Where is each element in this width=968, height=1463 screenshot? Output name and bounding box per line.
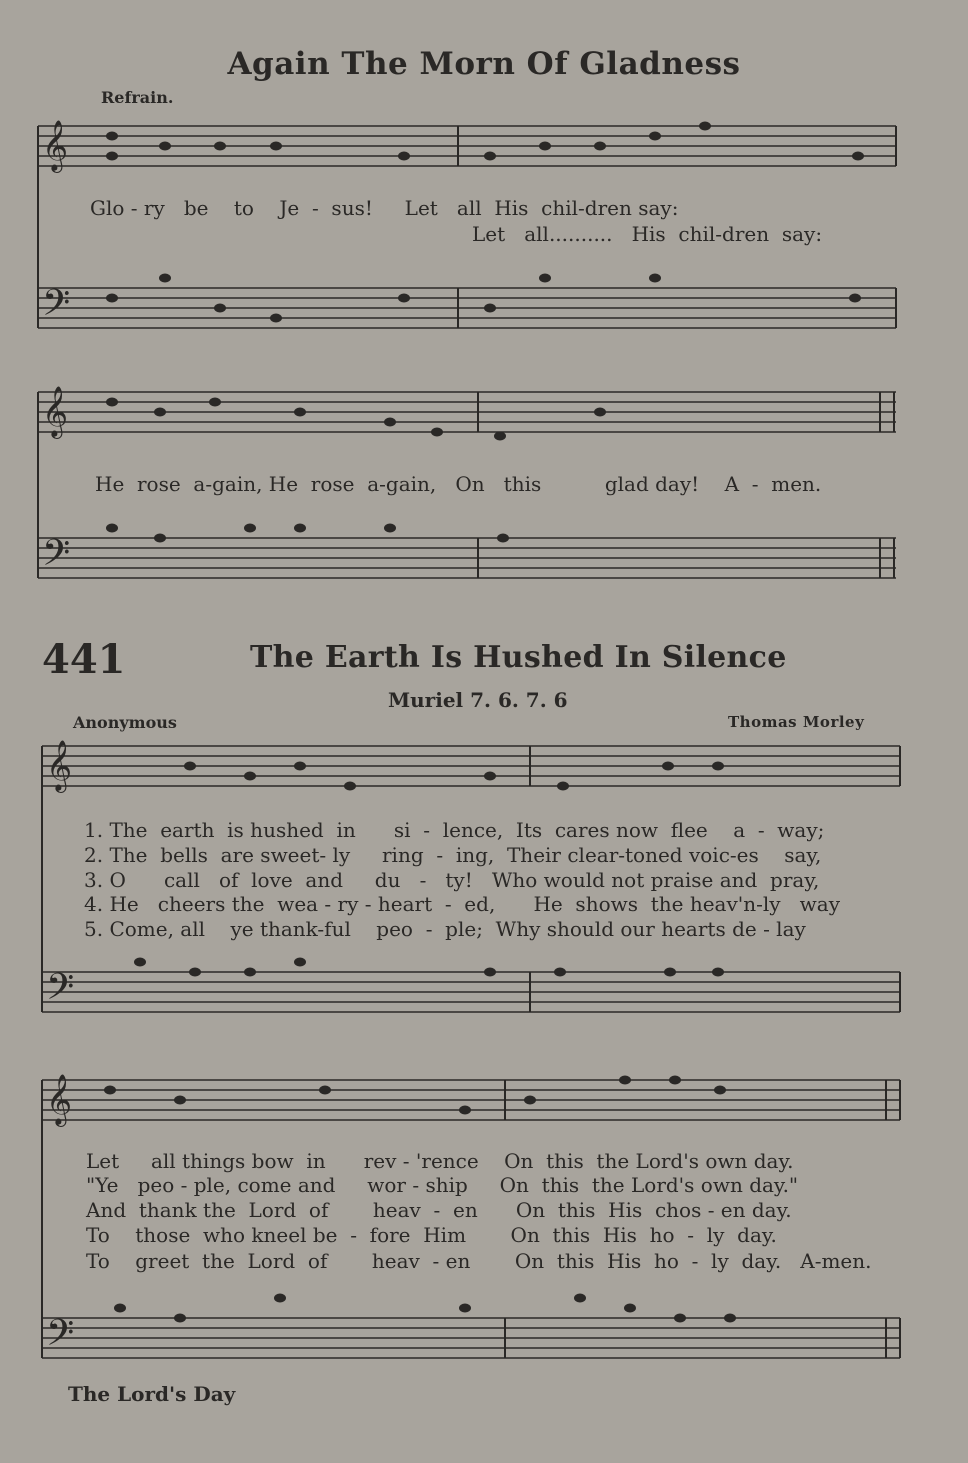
hymn1-lyric-line-2: Let all.......... His chil-dren say: [472,222,823,246]
treble-clef-icon: 𝄞 [42,386,69,437]
verse-2-line-a: 2. The bells are sweet- ly ring - ing, Their clear-toned voic-es say, [84,843,822,867]
hymn1-lyric-line-1: Glo - ry be to Je - sus! Let all His chil-dren say: [90,196,679,220]
staff-system-2-treble [38,392,896,432]
hymn1-lyric-line-3: He rose a-gain, He rose a-gain, On this glad day! A - men. [95,472,822,496]
verse-3-line-b: And thank the Lord of heav - en On this His chos - en day. [86,1198,792,1222]
treble-clef-icon: 𝄞 [46,1074,73,1125]
verse-1-line-b: Let all things bow in rev - 'rence On this the Lord's own day. [86,1149,794,1173]
verse-2-line-b: "Ye peo - ple, come and wor - ship On this the Lord's own day." [86,1173,799,1197]
treble-clef-icon: 𝄞 [42,120,69,171]
staff-system-1-bass [38,288,896,328]
composer: Thomas Morley [728,713,865,731]
treble-clef-icon: 𝄞 [46,740,73,791]
section-footer: The Lord's Day [68,1382,236,1406]
staff-system-3-treble [42,746,900,786]
verse-4-line-a: 4. He cheers the wea - ry - heart - ed, He shows the heav'n-ly way [84,892,841,916]
hymn2-title: The Earth Is Hushed In Silence [250,640,787,675]
staff-system-4-treble [42,1080,900,1120]
verse-1-line-a: 1. The earth is hushed in si - lence, Its cares now flee a - way; [84,818,825,842]
tune-meter: Muriel 7. 6. 7. 6 [388,688,568,712]
verse-5-line-a: 5. Come, all ye thank-ful peo - ple; Why should our hearts de - lay [84,917,806,941]
verse-3-line-a: 3. O call of love and du - ty! Who would not praise and pray, [84,868,820,892]
refrain-label: Refrain. [101,88,174,107]
bass-clef-icon: 𝄢 [42,532,71,583]
verse-5-line-b: To greet the Lord of heav - en On this His ho - ly day. A-men. [86,1249,872,1273]
staff-system-3-bass [42,972,900,1012]
bass-clef-icon: 𝄢 [46,966,75,1017]
staff-system-4-bass [42,1318,900,1358]
hymn1-title: Again The Morn Of Gladness [227,46,741,82]
bass-clef-icon: 𝄢 [42,282,71,333]
verse-4-line-b: To those who kneel be - fore Him On this His ho - ly day. [86,1223,777,1247]
staff-system-2-bass [38,538,896,578]
hymn-number: 441 [42,636,126,683]
bass-clef-icon: 𝄢 [46,1312,75,1363]
author: Anonymous [73,713,177,732]
